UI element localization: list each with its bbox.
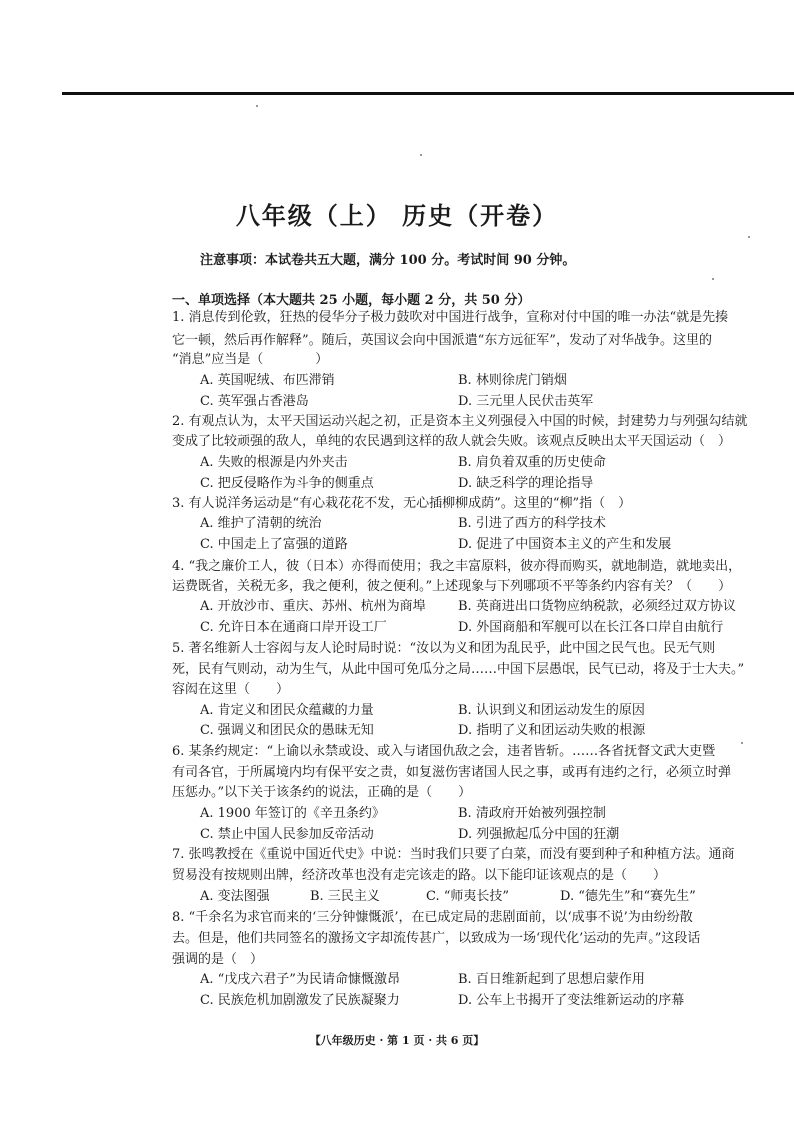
question-7-option-b: B. 三民主义 [310,889,380,904]
scan-top-border [62,92,794,95]
question-6-line: 压惩办。”以下关于该条约的说法，正确的是（ ） [172,785,472,800]
question-1-line: “消息”应当是（ ） [172,352,329,367]
page-footer: 【八年级历史 · 第 1 页 · 共 6 页】 [309,1034,485,1047]
question-5-line: 5. 著名维新人士容闳与友人论时局时说：“汝以为义和团为乱民乎，此中国之民气也。民无气则 [172,641,716,656]
question-7-option-c: C. “师夷长技” [426,889,510,904]
question-3-option-b: B. 引进了西方的科学技术 [458,516,606,531]
question-5-option-c: C. 强调义和团民众的愚昧无知 [200,723,374,738]
question-6-option-a: A. 1900 年签订的《辛丑条约》 [200,806,385,821]
question-1-line: 1. 消息传到伦敦，狂热的侵华分子极力鼓吹对中国进行战争，宣称对付中国的唯一办法“就是先揍 [172,310,729,325]
question-2-line: 2. 有观点认为，太平天国运动兴起之初，正是资本主义列强侵入中国的时候，封建势力与列强勾结就 [172,414,748,429]
section-heading: 一、单项选择（本大题共 25 小题，每小题 2 分，共 50 分） [172,293,531,308]
question-8-option-d: D. 公车上书揭开了变法维新运动的序幕 [458,993,685,1008]
question-8-line: 去。但是，他们共同签名的激扬文字却流传甚广，以致成为一场‘现代化’运动的先声。”这段话 [172,931,701,946]
question-6-line: 有司各官，于所属境内均有保平安之责，如复滋伤害诸国人民之事，或再有违约之行，必须立时弹 [172,765,732,780]
question-8-line: 8. “千余名为求官而来的‘三分钟慷慨派’，在已成定局的悲剧面前，以‘成事不说’为由纷纷散 [172,910,693,925]
question-4-option-b: B. 英商进出口货物应纳税款，必须经过双方协议 [458,599,736,614]
question-7-line: 7. 张鸣教授在《重说中国近代史》中说：当时我们只要了白菜，而没有要到种子和种植方法。通商 [172,847,735,862]
question-1-option-c: C. 英军强占香港岛 [200,394,309,409]
question-4-line: 运费既省，关税无多，我之便利，彼之便利。”上述现象与下列哪项不平等条约内容有关？（ ） [172,579,732,594]
question-3-option-c: C. 中国走上了富强的道路 [200,537,348,552]
question-7-option-a: A. 变法图强 [200,889,270,904]
scan-speck [748,236,750,238]
question-6-line: 6. 某条约规定：“上谕以永禁或设、或入与诸国仇敌之会，违者皆斩。……各省抚督文武大吏暨 [172,744,716,759]
question-4-line: 4. “我之廉价工人，彼（日本）亦得而使用；我之丰富原料，彼亦得而购买，就地制造，就地卖出， [172,559,742,574]
question-7-option-d: D. “德先生”和“赛先生” [560,889,696,904]
question-4-option-a: A. 开放沙市、重庆、苏州、杭州为商埠 [200,599,426,614]
question-5-line: 容闳在这里（ ） [172,682,290,697]
question-3-option-a: A. 维护了清朝的统治 [200,516,322,531]
exam-notice: 注意事项：本试卷共五大题，满分 100 分。考试时间 90 分钟。 [200,253,576,268]
question-2-line: 变成了比较顽强的敌人，单纯的农民遇到这样的敌人就会失败。该观点反映出太平天国运动（ ） [172,434,732,449]
question-2-option-a: A. 失败的根源是内外夹击 [200,455,348,470]
question-2-option-d: D. 缺乏科学的理论指导 [458,476,594,491]
question-5-option-d: D. 指明了义和团运动失败的根源 [458,723,646,738]
question-5-option-a: A. 肯定义和团民众蕴藏的力量 [200,703,374,718]
scan-speck [420,154,422,156]
question-7-line: 贸易没有按规则出牌，经济改革也没有走完该走的路。以下能印证该观点的是（ ） [172,868,667,883]
question-2-option-c: C. 把反侵略作为斗争的侧重点 [200,476,374,491]
question-8-option-b: B. 百日维新起到了思想启蒙作用 [458,972,645,987]
question-4-option-c: C. 允许日本在通商口岸开设工厂 [200,620,387,635]
question-1-option-d: D. 三元里人民伏击英军 [458,394,594,409]
question-5-line: 死，民有气则动，动为生气，从此中国可免瓜分之局……中国下层愚氓，民气已动，将及于士大夫。” [172,662,745,677]
question-8-option-c: C. 民族危机加剧激发了民族凝聚力 [200,993,400,1008]
scan-speck [256,105,258,107]
question-3-option-d: D. 促进了中国资本主义的产生和发展 [458,537,672,552]
question-6-option-b: B. 清政府开始被列强控制 [458,806,606,821]
question-6-option-c: C. 禁止中国人民参加反帝活动 [200,827,374,842]
question-8-option-a: A. “戊戌六君子”为民请命慷慨激昂 [200,972,400,987]
question-4-option-d: D. 外国商船和军舰可以在长江各口岸自由航行 [458,620,724,635]
question-8-line: 强调的是（ ） [172,952,264,967]
scan-speck [741,742,743,744]
question-1-option-a: A. 英国呢绒、布匹滞销 [200,373,335,388]
question-1-option-b: B. 林则徐虎门销烟 [458,373,567,388]
question-3-line: 3. 有人说洋务运动是“有心栽花花不发，无心插柳柳成荫”。这里的“柳”指（ ） [172,496,632,511]
question-1-line: 它一顿，然后再作解释”。随后，英国议会向中国派遣“东方远征军”，发动了对华战争。这里的 [172,333,712,348]
question-6-option-d: D. 列强掀起瓜分中国的狂潮 [458,827,620,842]
exam-title: 八年级（上） 历史（开卷） [235,201,559,230]
question-2-option-b: B. 肩负着双重的历史使命 [458,455,606,470]
scan-speck [712,278,714,280]
question-5-option-b: B. 认识到义和团运动发生的原因 [458,703,645,718]
